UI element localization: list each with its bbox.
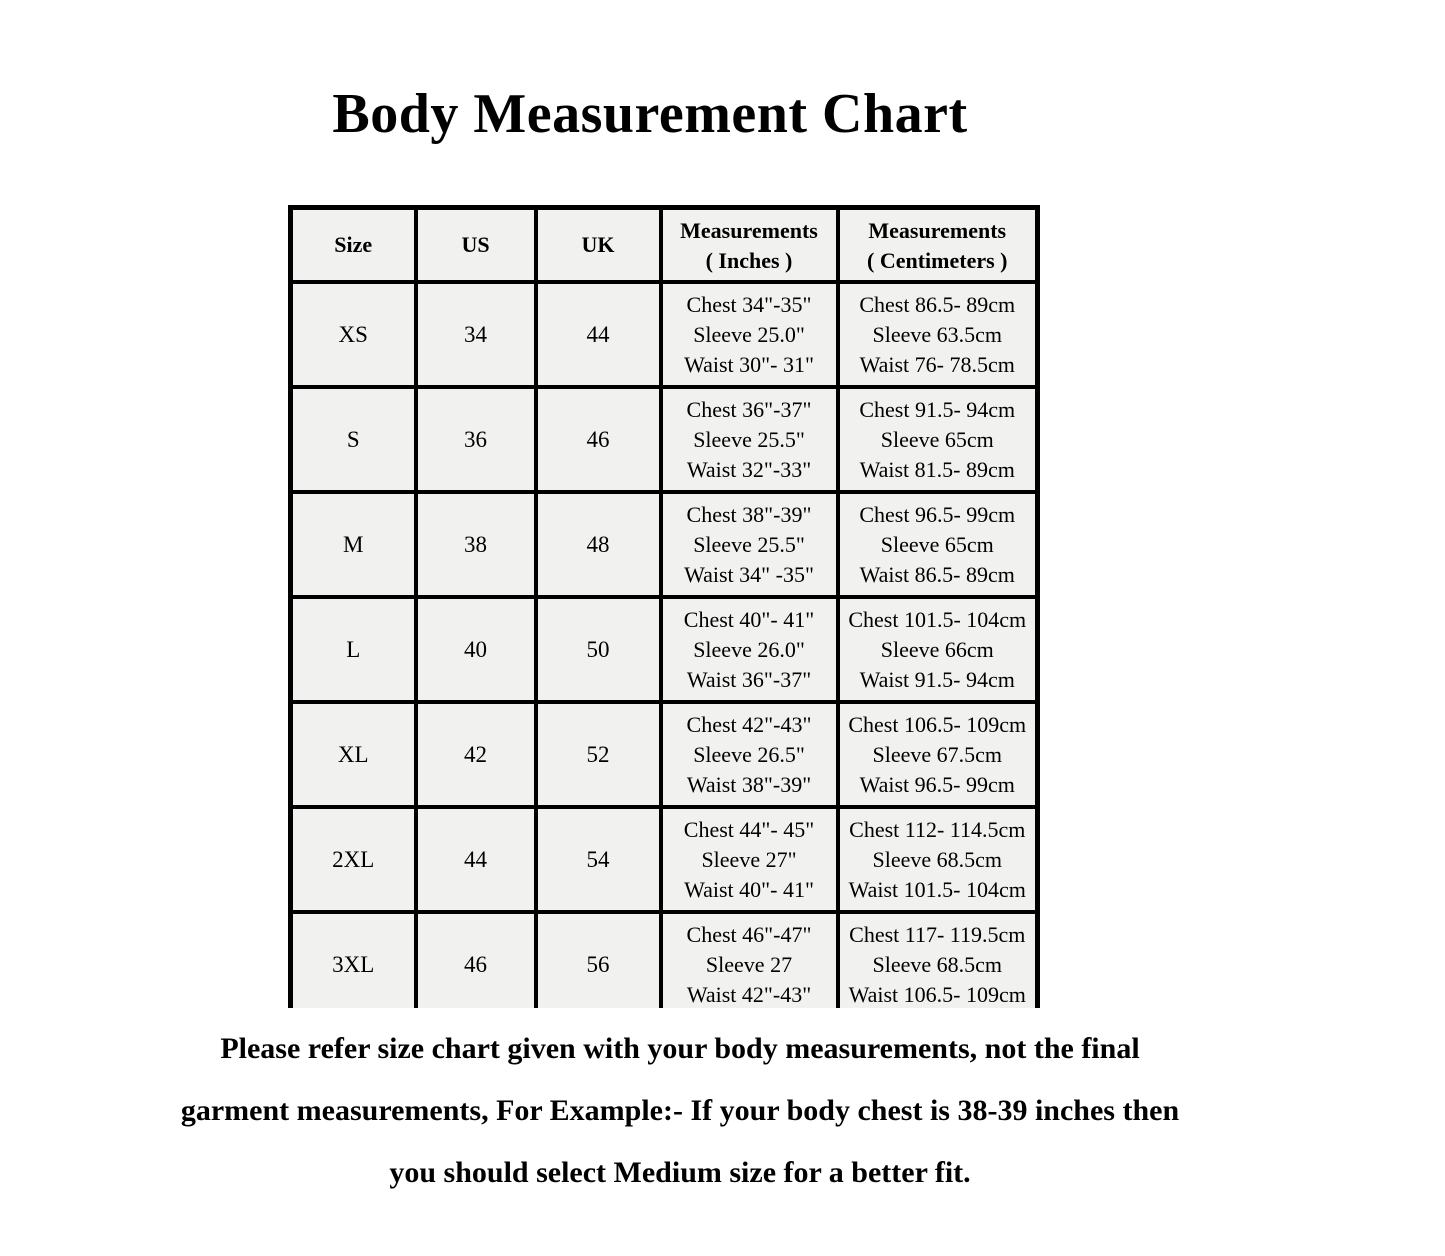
chest-inches: Chest 38"-39" <box>686 502 812 527</box>
size-cell: 2XL <box>291 807 416 912</box>
waist-inches: Waist 40"- 41" <box>684 877 814 902</box>
table-body <box>291 282 1038 1008</box>
header-inches-line1: Measurements <box>680 217 818 243</box>
sleeve-cm: Sleeve 65cm <box>880 532 994 557</box>
us-cell: 36 <box>416 387 536 492</box>
chest-inches: Chest 44"- 45" <box>683 817 815 842</box>
waist-cm: Waist 86.5- 89cm <box>859 562 1015 587</box>
size-note-line2: garment measurements, For Example:- If your body chest is 38-39 inches then <box>180 1094 1180 1127</box>
inches-cell <box>661 597 838 702</box>
us-cell: 42 <box>416 702 536 807</box>
chest-cm: Chest 101.5- 104cm <box>848 607 1027 632</box>
us-cell: 38 <box>416 492 536 597</box>
table-row-l <box>291 597 1038 702</box>
waist-cm: Waist 101.5- 104cm <box>848 877 1026 902</box>
waist-inches: Waist 34" -35" <box>684 562 814 587</box>
uk-cell: 46 <box>536 387 661 492</box>
waist-cm: Waist 76- 78.5cm <box>859 352 1015 377</box>
waist-cm: Waist 91.5- 94cm <box>859 667 1015 692</box>
inches-cell <box>661 492 838 597</box>
us-cell: 44 <box>416 807 536 912</box>
sleeve-cm: Sleeve 63.5cm <box>872 322 1003 347</box>
table-row-xs <box>291 282 1038 387</box>
inches-cell <box>661 282 838 387</box>
chest-cm: Chest 86.5- 89cm <box>859 292 1016 317</box>
header-size: Size <box>291 208 416 283</box>
chest-inches: Chest 34"-35" <box>686 292 812 317</box>
sleeve-inches: Sleeve 26.5" <box>693 742 805 767</box>
header-row <box>291 208 1038 283</box>
inches-cell <box>661 702 838 807</box>
sleeve-cm: Sleeve 68.5cm <box>872 847 1003 872</box>
size-note-line1: Please refer size chart given with your body measurements, not the final <box>220 1032 1140 1065</box>
header-cm-line1: Measurements <box>868 217 1007 243</box>
size-cell: XL <box>291 702 416 807</box>
sleeve-inches: Sleeve 27 <box>705 952 793 977</box>
chest-inches: Chest 36"-37" <box>686 397 812 422</box>
table-header <box>291 208 1038 283</box>
waist-inches: Waist 30"- 31" <box>684 352 814 377</box>
waist-cm: Waist 96.5- 99cm <box>859 772 1015 797</box>
chest-inches: Chest 46"-47" <box>686 922 812 947</box>
centimeters-cell <box>838 702 1038 807</box>
chest-cm: Chest 96.5- 99cm <box>859 502 1016 527</box>
chest-inches: Chest 42"-43" <box>686 712 812 737</box>
size-table-container <box>288 205 1040 1008</box>
body-measurement-table <box>288 205 1040 1008</box>
sleeve-inches: Sleeve 25.0" <box>693 322 805 347</box>
uk-cell: 54 <box>536 807 661 912</box>
inches-cell <box>661 807 838 912</box>
header-uk: UK <box>536 208 661 283</box>
uk-cell: 48 <box>536 492 661 597</box>
sleeve-cm: Sleeve 68.5cm <box>872 952 1003 977</box>
header-inches-line2: ( Inches ) <box>705 247 793 273</box>
size-note-line3: you should select Medium size for a better fit. <box>389 1156 971 1189</box>
size-cell: S <box>291 387 416 492</box>
us-cell: 40 <box>416 597 536 702</box>
us-cell: 46 <box>416 912 536 1008</box>
table-row-s <box>291 387 1038 492</box>
sleeve-cm: Sleeve 66cm <box>880 637 994 662</box>
sleeve-cm: Sleeve 65cm <box>880 427 994 452</box>
uk-cell: 56 <box>536 912 661 1008</box>
inches-cell <box>661 912 838 1008</box>
inches-cell <box>661 387 838 492</box>
size-note <box>0 1018 1360 1204</box>
centimeters-cell <box>838 597 1038 702</box>
uk-cell: 44 <box>536 282 661 387</box>
header-cm-line2: ( Centimeters ) <box>867 247 1008 273</box>
table-row-xl <box>291 702 1038 807</box>
centimeters-cell <box>838 807 1038 912</box>
table-row-2xl <box>291 807 1038 912</box>
waist-inches: Waist 32"-33" <box>686 457 812 482</box>
centimeters-cell <box>838 912 1038 1008</box>
size-cell: M <box>291 492 416 597</box>
sleeve-inches: Sleeve 25.5" <box>693 532 805 557</box>
size-cell: 3XL <box>291 912 416 1008</box>
waist-cm: Waist 81.5- 89cm <box>859 457 1015 482</box>
table-row-m <box>291 492 1038 597</box>
chest-inches: Chest 40"- 41" <box>683 607 815 632</box>
header-measurements-centimeters <box>838 208 1038 283</box>
size-cell: XS <box>291 282 416 387</box>
sleeve-inches: Sleeve 26.0" <box>693 637 805 662</box>
page-title: Body Measurement Chart <box>332 83 968 145</box>
waist-inches: Waist 36"-37" <box>686 667 812 692</box>
us-cell: 34 <box>416 282 536 387</box>
sleeve-inches: Sleeve 25.5" <box>693 427 805 452</box>
sleeve-inches: Sleeve 27" <box>701 847 797 872</box>
chest-cm: Chest 117- 119.5cm <box>849 922 1026 947</box>
centimeters-cell <box>838 282 1038 387</box>
uk-cell: 50 <box>536 597 661 702</box>
centimeters-cell <box>838 492 1038 597</box>
centimeters-cell <box>838 387 1038 492</box>
header-measurements-inches <box>661 208 838 283</box>
chest-cm: Chest 112- 114.5cm <box>849 817 1026 842</box>
header-us: US <box>416 208 536 283</box>
chest-cm: Chest 106.5- 109cm <box>848 712 1027 737</box>
size-cell: L <box>291 597 416 702</box>
waist-inches: Waist 38"-39" <box>686 772 812 797</box>
uk-cell: 52 <box>536 702 661 807</box>
table-row-3xl <box>291 912 1038 1008</box>
waist-inches: Waist 42"-43" <box>686 982 812 1007</box>
waist-cm: Waist 106.5- 109cm <box>848 982 1026 1007</box>
chest-cm: Chest 91.5- 94cm <box>859 397 1016 422</box>
sleeve-cm: Sleeve 67.5cm <box>872 742 1003 767</box>
